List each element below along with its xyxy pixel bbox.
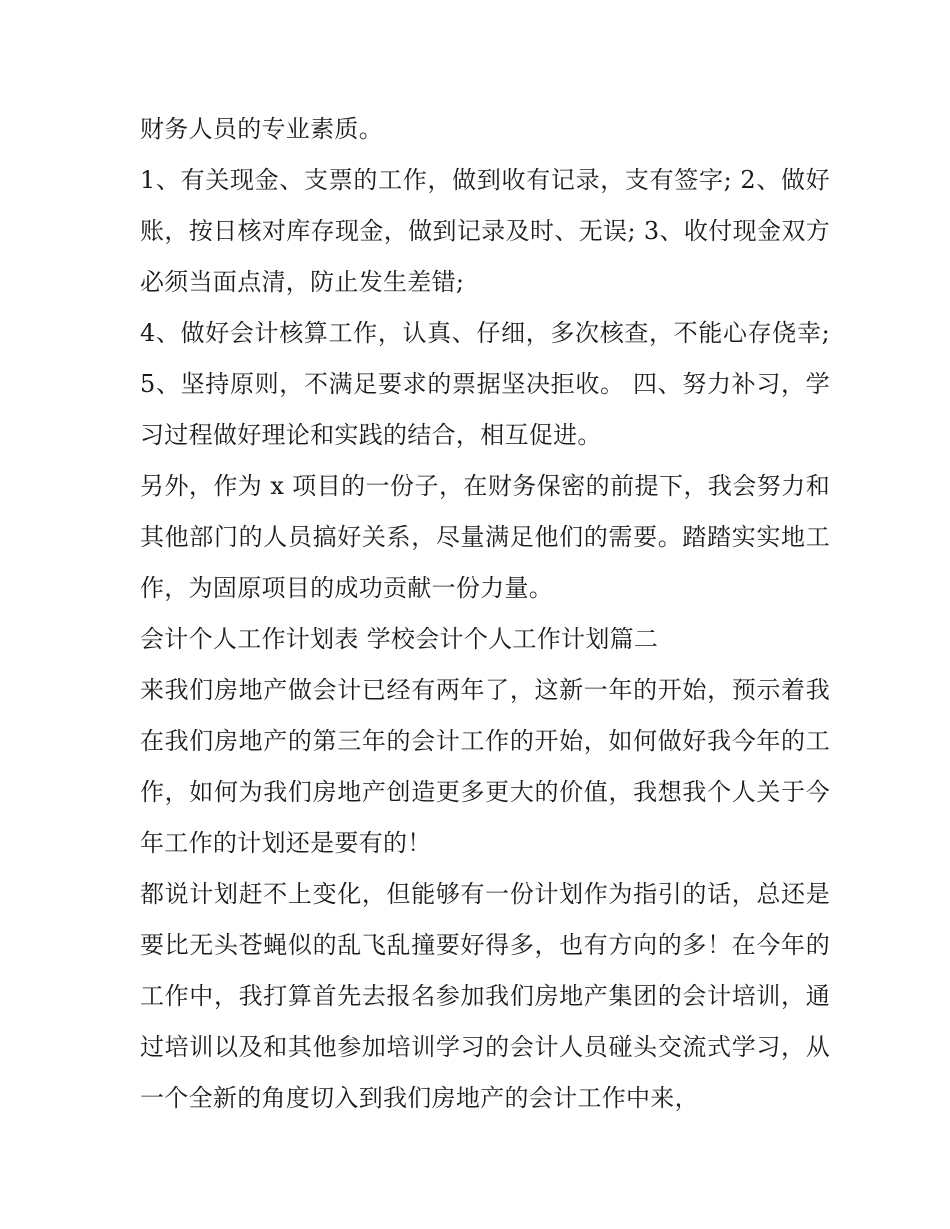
document-body: [140, 104, 830, 1124]
paragraph-plan-intro: 来我们房地产做会计已经有两年了，这新一年的开始，预示着我在我们房地产的第三年的会计工作的开始，如何做好我今年的工作，如何为我们房地产创造更多更大的价值，我想我个人关于今年工作的计划还是要有的！: [140, 676, 830, 857]
section-heading: 会计个人工作计划表 学校会计个人工作计划篇二: [140, 625, 659, 653]
paragraph-accounting-checks: 4、做好会计核算工作，认真、仔细，多次核查，不能心存侥幸; 5、坚持原则，不满足要求的票据坚决拒收。 四、努力补习，学习过程做好理论和实践的结合，相互促进。: [140, 319, 830, 449]
paragraph-training-plan: 都说计划赶不上变化，但能够有一份计划作为指引的话，总还是要比无头苍蝇似的乱飞乱撞要好得多，也有方向的多！在今年的工作中，我打算首先去报名参加我们房地产集团的会计培训，通过培训以及和其他参加培训学习的会计人员碰头交流式学习，从一个全新的角度切入到我们房地产的会计工作中来，: [140, 880, 830, 1112]
paragraph-cash-handling: 1、有关现金、支票的工作，做到收有记录，支有签字; 2、做好账，按日核对库存现金，做到记录及时、无误; 3、收付现金双方必须当面点清，防止发生差错;: [140, 166, 830, 296]
paragraph-cooperation: 另外，作为 x 项目的一份子，在财务保密的前提下，我会努力和其他部门的人员搞好关系，尽量满足他们的需要。踏踏实实地工作，为固原项目的成功贡献一份力量。: [140, 472, 830, 602]
paragraph-intro: 财务人员的专业素质。: [140, 115, 383, 143]
